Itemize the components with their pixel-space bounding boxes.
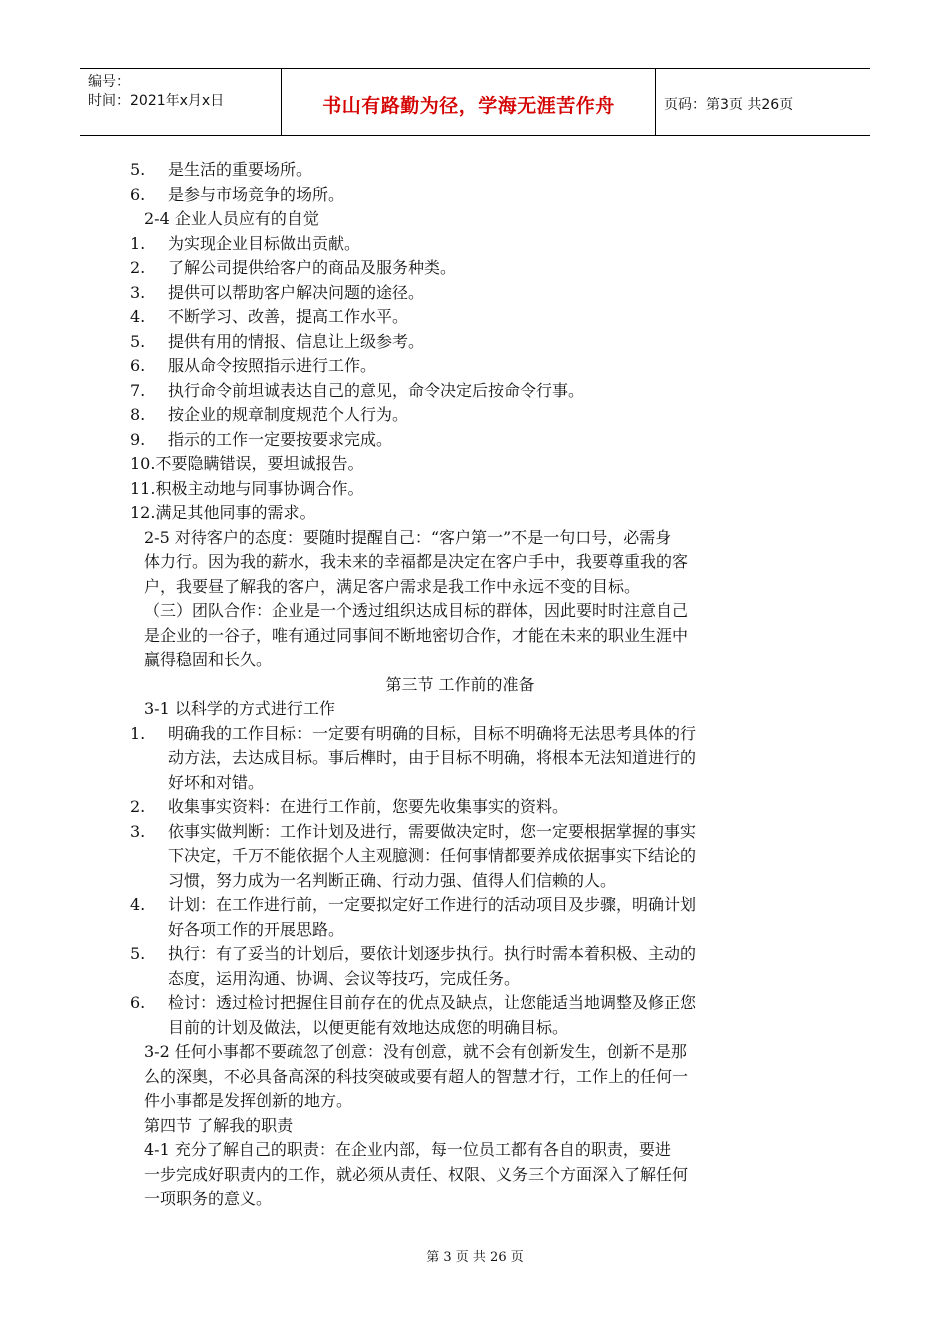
header-motto-cell — [282, 69, 656, 135]
header-motto: 书山有路勤为径，学海无涯苦作舟 — [322, 94, 615, 117]
list-item-line: 目前的计划及做法，以便更能有效地达成您的明确目标。 — [168, 1017, 569, 1037]
list-item-line: 计划：在工作进行前，一定要拟定好工作进行的活动项目及步骤，明确计划 — [168, 895, 697, 914]
document-body — [130, 158, 810, 1212]
list-item — [130, 256, 810, 281]
list-item-number: 1. — [130, 723, 146, 743]
list-item-number: 6. — [130, 184, 146, 204]
list-item — [130, 722, 810, 796]
list-item — [130, 501, 810, 526]
paragraph-line: 3-2 任何小事都不要疏忽了创意：没有创意，就不会有创新发生，创新不是那 — [144, 1042, 687, 1061]
list-item-number: 3. — [130, 282, 146, 302]
document-time-label: 时间：2021年x月x日 — [88, 93, 225, 109]
list-item-number: 6. — [130, 993, 146, 1012]
list-item — [130, 942, 810, 991]
list-item-number: 7. — [130, 380, 146, 400]
list-item — [130, 158, 810, 183]
list-item — [130, 893, 810, 942]
paragraph-line: 么的深奥，不必具备高深的科技突破或要有超人的智慧才行，工作上的任何一 — [144, 1066, 689, 1086]
list-item-line: 收集事实资料：在进行工作前，您要先收集事实的资料。 — [168, 797, 569, 816]
list-item-number: 8. — [130, 405, 146, 424]
list-item-line: 执行：有了妥当的计划后，要依计划逐步执行。执行时需本着积极、主动的 — [168, 944, 697, 963]
paragraph-line: 2-5 对待客户的态度：要随时提醒自己：“客户第一”不是一句口号，必需身 — [144, 527, 672, 547]
list-item-line: 动方法，去达成目标。事后榫时，由于目标不明确，将根本无法知道进行的 — [168, 748, 697, 767]
list-item-number: 5. — [130, 944, 146, 963]
list-item-text: 按企业的规章制度规范个人行为。 — [168, 405, 409, 424]
list-item-text: 指示的工作一定要按要求完成。 — [168, 429, 393, 449]
header-page-cell — [656, 69, 870, 135]
list-item-line: 态度，运用沟通、协调、会议等技巧，完成任务。 — [168, 968, 521, 988]
list-item — [130, 232, 810, 257]
list-item-number: 1. — [130, 233, 146, 253]
list-item — [130, 991, 810, 1040]
list-item-number: 5. — [130, 331, 146, 351]
list-item-number: 2. — [130, 258, 146, 277]
paragraph-line: 一项职务的意义。 — [144, 1189, 273, 1208]
page-footer: 第 3 页 共 26 页 — [426, 1250, 524, 1265]
list-item-text: 服从命令按照指示进行工作。 — [168, 356, 377, 375]
list-item-number: 12. — [130, 503, 156, 522]
paragraph-line: 赢得稳固和长久。 — [144, 650, 273, 669]
list-item-line: 好各项工作的开展思路。 — [168, 919, 345, 939]
paragraph-line: 是企业的一谷子，唯有通过同事间不断地密切合作，才能在未来的职业生涯中 — [144, 625, 689, 645]
list-item-line: 好坏和对错。 — [168, 772, 265, 792]
list-item — [130, 330, 810, 355]
list-item — [130, 428, 810, 453]
list-item-number: 11. — [130, 478, 156, 498]
list-item-text: 不要隐瞒错误，要坦诚报告。 — [155, 454, 364, 473]
paragraph-line: （三）团队合作：企业是一个透过组织达成目标的群体，因此要时时注意自己 — [144, 601, 689, 620]
list-item-number: 3. — [130, 821, 146, 841]
list-item — [130, 795, 810, 820]
list-item — [130, 452, 810, 477]
list-item-number: 6. — [130, 356, 146, 375]
paragraph-line: 件小事都是发挥创新的地方。 — [144, 1091, 353, 1110]
list-item-text: 提供有用的情报、信息让上级参考。 — [168, 331, 425, 351]
list-item-number: 10. — [130, 454, 156, 473]
list-item — [130, 281, 810, 306]
list-item-number: 4. — [130, 307, 146, 326]
paragraph-line: 户，我要昼了解我的客户，满足客户需求是我工作中永远不变的目标。 — [144, 576, 641, 596]
list-item-text: 不断学习、改善，提高工作水平。 — [168, 307, 409, 326]
list-item-text: 满足其他同事的需求。 — [155, 503, 316, 522]
list-item — [130, 477, 810, 502]
list-item — [130, 820, 810, 894]
list-item-text: 了解公司提供给客户的商品及服务种类。 — [168, 258, 457, 277]
section-heading-3: 第三节 工作前的准备 — [385, 674, 535, 694]
list-item — [130, 305, 810, 330]
list-item — [130, 379, 810, 404]
list-item-line: 明确我的工作目标：一定要有明确的目标，目标不明确将无法思考具体的行 — [168, 723, 697, 743]
list-item-text: 是生活的重要场所。 — [168, 160, 313, 179]
subsection-heading-3-1: 3-1 以科学的方式进行工作 — [144, 699, 335, 718]
list-item-number: 4. — [130, 895, 146, 914]
list-item-number: 5. — [130, 160, 146, 179]
list-item-number: 2. — [130, 797, 146, 816]
list-item-line: 依事实做判断：工作计划及进行，需要做决定时，您一定要根据掌握的事实 — [168, 821, 697, 841]
paragraph-line: 一步完成好职责内的工作，就必须从责任、权限、义务三个方面深入了解任何 — [144, 1164, 689, 1184]
list-item-number: 9. — [130, 429, 146, 449]
list-item — [130, 403, 810, 428]
subsection-heading-2-4: 2-4 企业人员应有的自觉 — [144, 209, 319, 228]
document-number-label: 编号： — [88, 74, 130, 90]
paragraph-line: 体力行。因为我的薪水，我未来的幸福都是决定在客户手中，我要尊重我的客 — [144, 552, 689, 571]
list-item-line: 下决定，千万不能依据个人主观臆测：任何事情都要养成依据事实下结论的 — [168, 846, 697, 865]
paragraph-4-1 — [144, 1138, 810, 1212]
header-page-label: 页码：第3页 共26页 — [664, 97, 794, 113]
list-item-line: 检讨：透过检讨把握住目前存在的优点及缺点，让您能适当地调整及修正您 — [168, 993, 697, 1012]
list-item — [130, 354, 810, 379]
paragraph-team-cooperation — [144, 599, 810, 673]
list-item-text: 积极主动地与同事协调合作。 — [155, 478, 364, 498]
paragraph-3-2 — [144, 1040, 810, 1114]
list-item-text: 执行命令前坦诚表达自己的意见，命令决定后按命令行事。 — [168, 380, 585, 400]
paragraph-line: 4-1 充分了解自己的职责：在企业内部，每一位员工都有各自的职责，要进 — [144, 1140, 671, 1159]
list-item-text: 是参与市场竞争的场所。 — [168, 184, 345, 204]
list-item-line: 习惯，努力成为一名判断正确、行动力强、值得人们信赖的人。 — [168, 870, 617, 890]
paragraph-2-5 — [144, 526, 810, 600]
list-item-text: 为实现企业目标做出贡献。 — [168, 233, 361, 253]
header-meta-cell — [80, 69, 282, 135]
section-heading-4: 第四节 了解我的职责 — [144, 1115, 294, 1135]
page-header — [80, 68, 870, 136]
list-item-text: 提供可以帮助客户解决问题的途径。 — [168, 282, 425, 302]
list-item — [130, 183, 810, 208]
